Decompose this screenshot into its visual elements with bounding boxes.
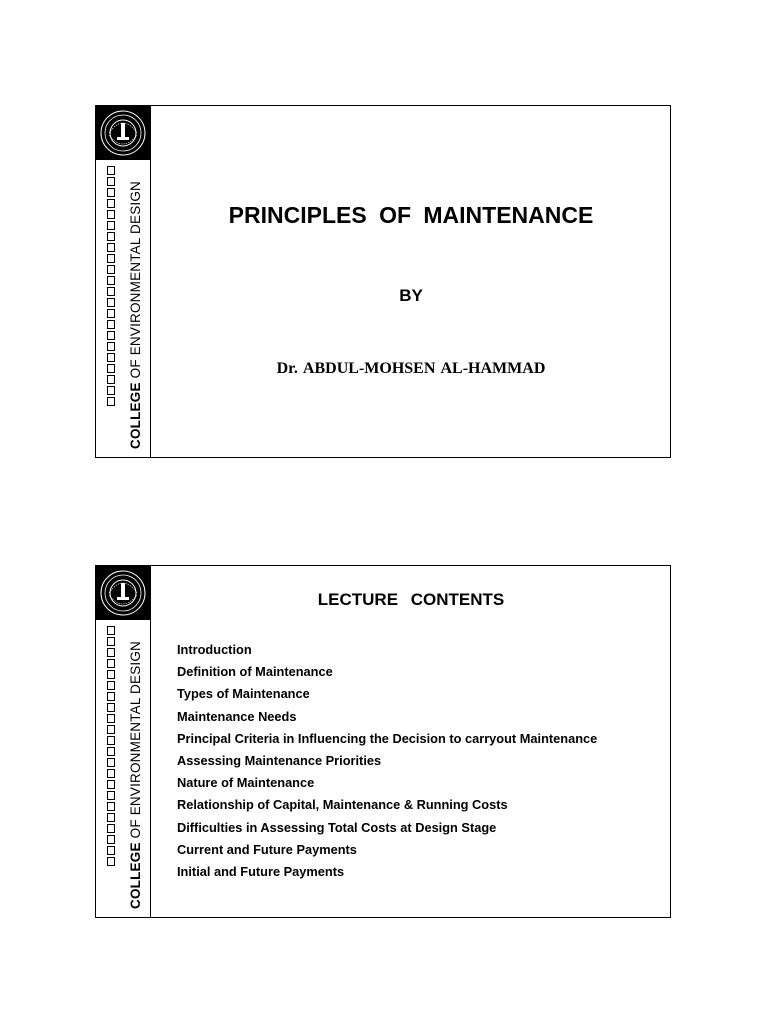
contents-item: Types of Maintenance	[177, 686, 310, 702]
decorative-square	[107, 199, 115, 208]
decorative-square	[107, 364, 115, 373]
contents-item: Nature of Maintenance	[177, 775, 315, 791]
contents-slide-content	[152, 566, 670, 917]
decorative-square	[107, 375, 115, 384]
contents-item: Initial and Future Payments	[177, 863, 345, 879]
decorative-square	[107, 659, 115, 668]
decorative-square	[107, 331, 115, 340]
decorative-square	[107, 692, 115, 701]
decorative-square	[107, 813, 115, 822]
decorative-square	[107, 626, 115, 635]
decorative-square	[107, 320, 115, 329]
decorative-square	[107, 287, 115, 296]
contents-item: Introduction	[177, 642, 252, 657]
decorative-square	[107, 637, 115, 646]
decorative-square	[107, 736, 115, 745]
presentation-title: PRINCIPLES OF MAINTENANCE	[228, 202, 594, 228]
contents-item: Assessing Maintenance Priorities	[177, 752, 382, 768]
decorative-square	[107, 243, 115, 252]
contents-title: LECTURE CONTENTS	[317, 590, 505, 609]
decorative-square	[107, 703, 115, 712]
decorative-square	[107, 681, 115, 690]
college-rest-text: OF ENVIRONMENTAL DESIGN	[127, 181, 143, 383]
contents-item: Relationship of Capital, Maintenance & Running Costs	[177, 797, 508, 813]
decorative-square	[107, 221, 115, 230]
decorative-squares	[107, 626, 119, 866]
decorative-square	[107, 846, 115, 855]
decorative-square	[107, 210, 115, 219]
decorative-square	[107, 747, 115, 756]
college-bold-text: COLLEGE	[127, 382, 143, 449]
contents-slide	[95, 565, 671, 918]
contents-item: Difficulties in Assessing Total Costs at Design Stage	[177, 819, 497, 835]
decorative-square	[107, 276, 115, 285]
decorative-square	[107, 758, 115, 767]
decorative-square	[107, 386, 115, 395]
decorative-square	[107, 791, 115, 800]
decorative-square	[107, 232, 115, 241]
college-label	[124, 169, 146, 449]
author-name: Dr. ABDUL-MOHSEN AL-HAMMAD	[276, 360, 546, 377]
slide-sidebar	[96, 106, 151, 457]
decorative-square	[107, 353, 115, 362]
slide-sidebar	[96, 566, 151, 917]
title-slide-content	[152, 106, 670, 457]
contents-item: Maintenance Needs	[177, 708, 297, 724]
decorative-square	[107, 714, 115, 723]
decorative-square	[107, 670, 115, 679]
university-seal-icon	[96, 566, 150, 620]
decorative-square	[107, 254, 115, 263]
decorative-square	[107, 265, 115, 274]
college-label	[124, 629, 146, 909]
decorative-square	[107, 824, 115, 833]
decorative-square	[107, 802, 115, 811]
decorative-square	[107, 298, 115, 307]
college-rest-text: OF ENVIRONMENTAL DESIGN	[127, 641, 143, 843]
contents-item: Principal Criteria in Influencing the Decision to carryout Maintenance	[177, 730, 598, 746]
title-slide	[95, 105, 671, 458]
decorative-square	[107, 780, 115, 789]
decorative-square	[107, 177, 115, 186]
college-bold-text: COLLEGE	[127, 842, 143, 909]
decorative-square	[107, 397, 115, 406]
decorative-square	[107, 648, 115, 657]
decorative-square	[107, 769, 115, 778]
decorative-square	[107, 725, 115, 734]
decorative-square	[107, 857, 115, 866]
university-seal-icon	[96, 106, 150, 160]
decorative-square	[107, 166, 115, 175]
by-label: BY	[399, 286, 423, 305]
decorative-square	[107, 188, 115, 197]
contents-list	[177, 639, 597, 883]
decorative-squares	[107, 166, 119, 406]
contents-item: Definition of Maintenance	[177, 664, 333, 680]
decorative-square	[107, 342, 115, 351]
decorative-square	[107, 835, 115, 844]
contents-item: Current and Future Payments	[177, 841, 357, 857]
decorative-square	[107, 309, 115, 318]
